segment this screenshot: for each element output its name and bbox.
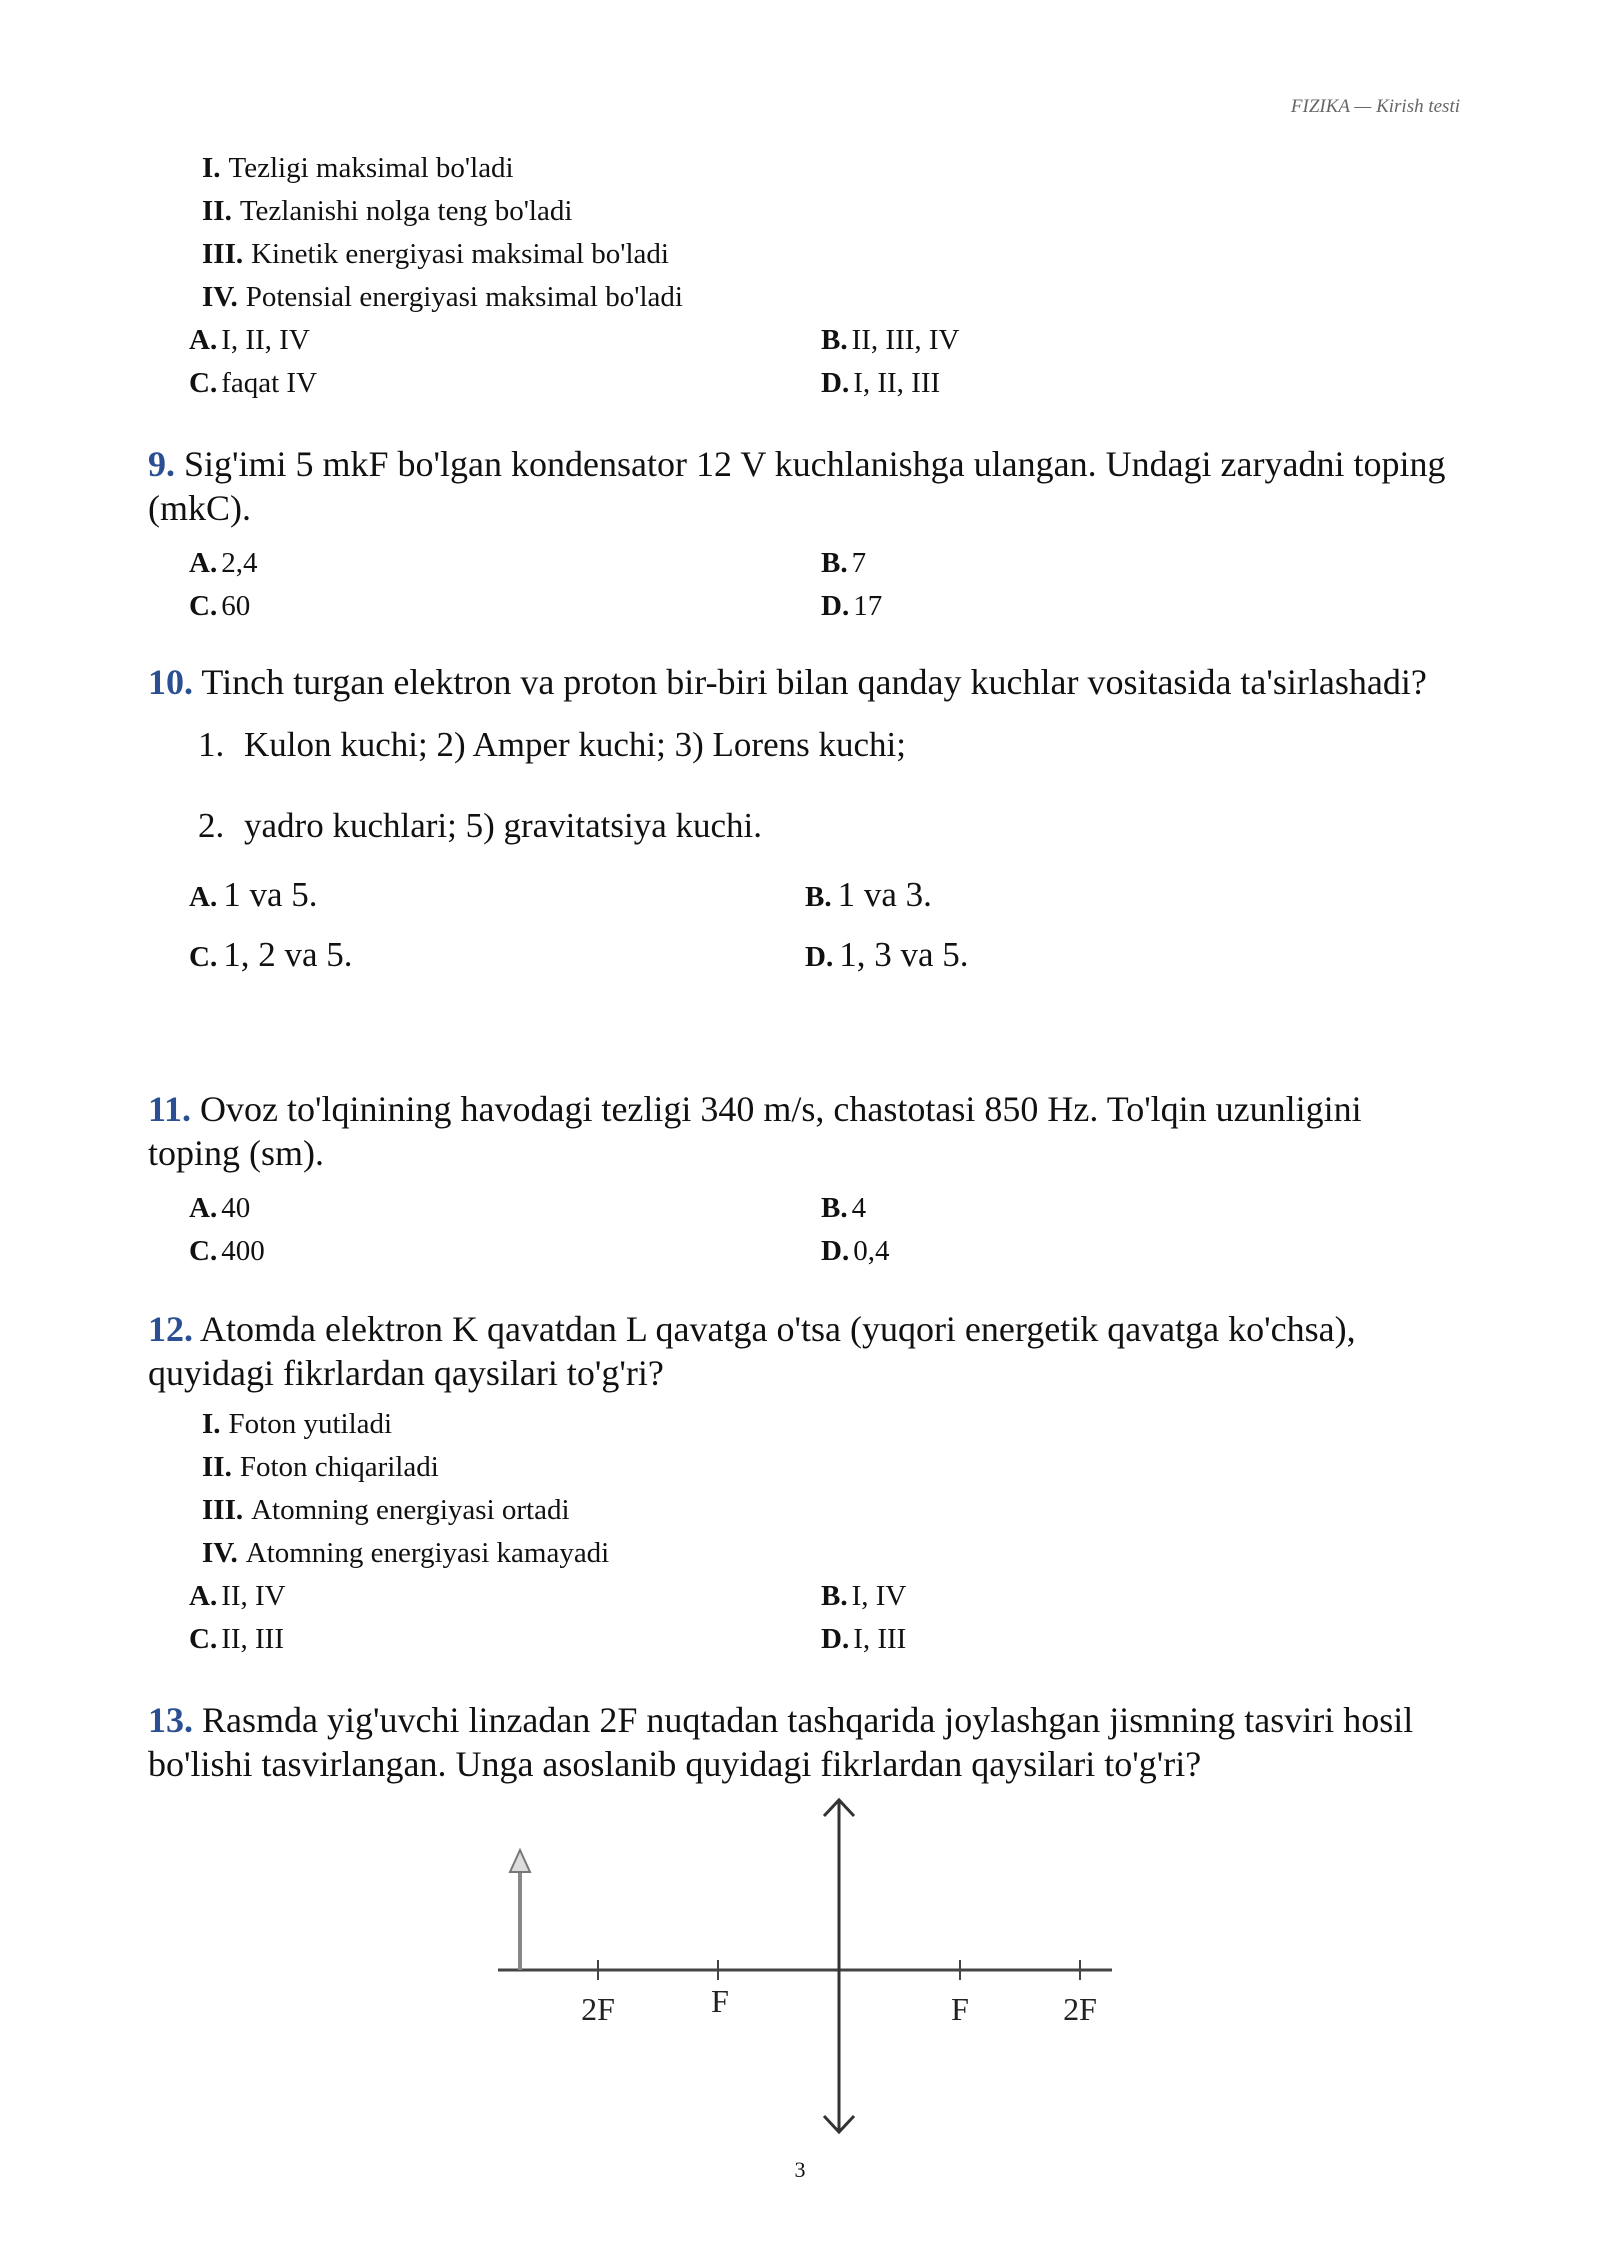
- option-b[interactable]: B. 1 va 3.: [805, 875, 932, 914]
- question-number: 12.: [148, 1309, 193, 1349]
- question-text: 9. Sig'imi 5 mkF bo'lgan kondensator 12 V kuchlanishga ulangan. Undagi zaryadni toping (mkC).: [148, 444, 1446, 528]
- page-number: 3: [794, 2157, 806, 2182]
- option-a[interactable]: A. 40: [189, 1192, 251, 1224]
- answer-options: [148, 542, 1448, 628]
- question-text: 10. Tinch turgan elektron va proton bir-biri bilan qanday kuchlar vositasida ta'sirlashadi?: [148, 662, 1427, 702]
- question-9: [148, 442, 1448, 628]
- list-item: 1. Kulon kuchi; 2) Amper kuchi; 3) Lorens kuchi;: [198, 725, 906, 764]
- option-a[interactable]: A. 2,4: [189, 547, 258, 579]
- label-f-left: F: [711, 1983, 729, 2019]
- list-item: 2. yadro kuchlari; 5) gravitatsiya kuchi.: [198, 806, 763, 845]
- option-c[interactable]: C. II, III: [189, 1623, 284, 1655]
- numbered-list: [148, 704, 1448, 866]
- statement-item: IV. Atomning energiyasi kamayadi: [202, 1537, 610, 1569]
- question-text: 11. Ovoz to'lqinining havodagi tezligi 340 m/s, chastotasi 850 Hz. To'lqin uzunligini toping (sm).: [148, 1089, 1362, 1173]
- option-b[interactable]: B. 7: [821, 547, 867, 579]
- question-text: 13. Rasmda yig'uvchi linzadan 2F nuqtadan tashqarida joylashgan jismning tasviri hosil bo'lishi tasvirlangan. Unga asoslanib quyidagi fikrlardan qaysilari to'g'ri?: [148, 1700, 1414, 1784]
- option-a[interactable]: A. I, II, IV: [189, 324, 310, 356]
- statement-list: [148, 147, 1448, 319]
- answer-options: [148, 319, 1448, 405]
- option-d[interactable]: D. 17: [821, 590, 883, 622]
- question-number: 9.: [148, 444, 175, 484]
- question-number: 10.: [148, 662, 193, 702]
- option-c[interactable]: C. 60: [189, 590, 251, 622]
- answer-options: [148, 1575, 1448, 1661]
- label-2f-right: 2F: [1063, 1991, 1097, 2027]
- object-arrow-head: [510, 1850, 530, 1872]
- running-header: FIZIKA — Kirish testi: [1290, 96, 1460, 117]
- label-f-right: F: [951, 1991, 969, 2027]
- statement-item: III. Atomning energiyasi ortadi: [202, 1494, 570, 1526]
- question-12: [148, 1307, 1448, 1661]
- question-text: 12. Atomda elektron K qavatdan L qavatga o'tsa (yuqori energetik qavatga ko'chsa), quyidagi fikrlardan qaysilari to'g'ri?: [148, 1309, 1356, 1393]
- statement-item: I. Tezligi maksimal bo'ladi: [202, 152, 514, 184]
- question-8-continuation: [148, 147, 1448, 405]
- option-b[interactable]: B. I, IV: [821, 1580, 907, 1612]
- option-b[interactable]: B. 4: [821, 1192, 867, 1224]
- question-number: 11.: [148, 1089, 192, 1129]
- option-d[interactable]: D. 0,4: [821, 1235, 890, 1267]
- option-c[interactable]: C. 1, 2 va 5.: [189, 935, 353, 974]
- option-c[interactable]: C. faqat IV: [189, 367, 318, 399]
- question-number: 13.: [148, 1700, 193, 1740]
- option-b[interactable]: B. II, III, IV: [821, 324, 960, 356]
- statement-item: II. Foton chiqariladi: [202, 1451, 439, 1483]
- statement-item: IV. Potensial energiyasi maksimal bo'ladi: [202, 281, 683, 313]
- statement-item: II. Tezlanishi nolga teng bo'ladi: [202, 195, 573, 227]
- answer-options: [148, 1187, 1448, 1273]
- label-2f-left: 2F: [581, 1991, 615, 2027]
- option-d[interactable]: D. I, II, III: [821, 367, 941, 399]
- option-c[interactable]: C. 400: [189, 1235, 265, 1267]
- question-10: [148, 660, 1448, 986]
- option-d[interactable]: D. 1, 3 va 5.: [805, 935, 969, 974]
- statement-item: III. Kinetik energiyasi maksimal bo'ladi: [202, 238, 669, 270]
- option-a[interactable]: A. 1 va 5.: [189, 875, 318, 914]
- option-d[interactable]: D. I, III: [821, 1623, 907, 1655]
- statement-item: I. Foton yutiladi: [202, 1408, 393, 1440]
- option-a[interactable]: A. II, IV: [189, 1580, 286, 1612]
- answer-options: [148, 866, 1448, 986]
- question-11: [148, 1087, 1448, 1273]
- statement-list: [148, 1403, 1448, 1575]
- question-13: [148, 1698, 1448, 1786]
- lens-diagram: [480, 1790, 1120, 2150]
